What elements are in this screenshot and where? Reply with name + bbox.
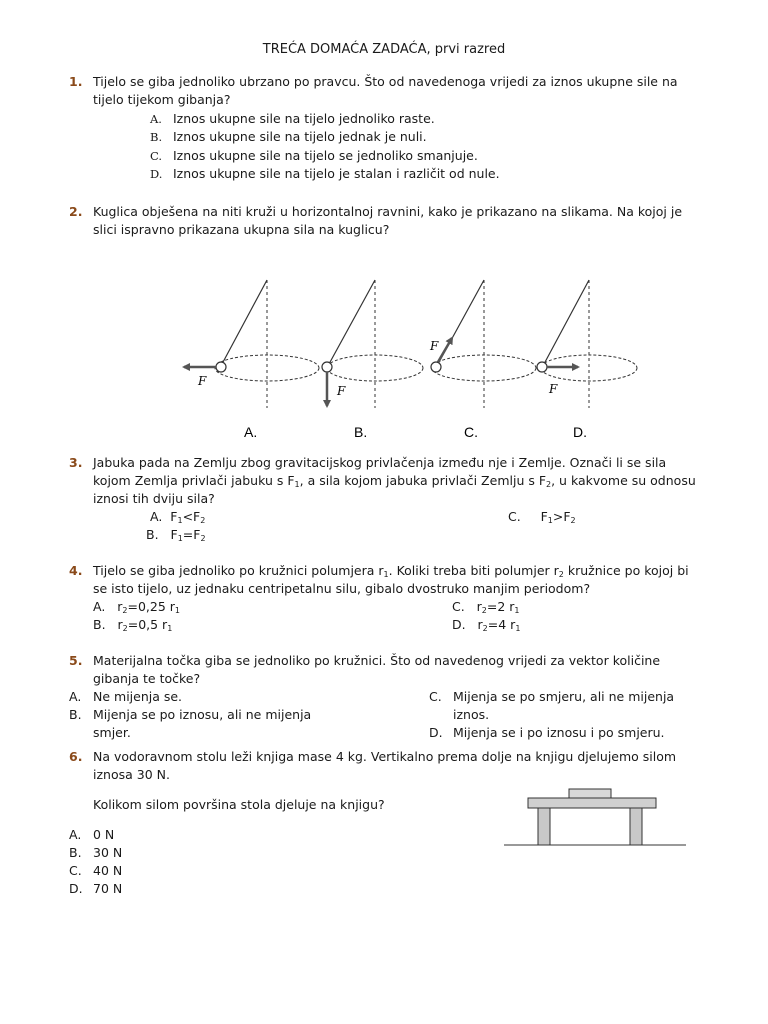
option-letter: A.	[69, 689, 82, 704]
option-b: B. $r_2=0,5$ $r_1$	[93, 617, 173, 633]
force-label: F	[549, 382, 558, 396]
question-text-line: iznosi tih dviju sila?	[93, 491, 215, 506]
option-a: A. $r_2=0,25$ $r_1$	[93, 599, 180, 615]
option-letter: A.	[150, 112, 162, 126]
figure-c	[429, 280, 536, 440]
table-leg	[538, 808, 550, 845]
option-letter: B.	[69, 707, 82, 722]
option-text: 0 N	[93, 827, 115, 842]
question-text-line: Jabuka pada na Zemlju zbog gravitacijskog privlačenja između nje i Zemlje. Označi li se sila	[93, 455, 667, 470]
option-text: 30 N	[93, 845, 123, 860]
question-text-line: Kolikom silom površina stola djeluje na knjigu?	[93, 797, 385, 812]
option-letter: C.	[150, 149, 163, 163]
question-text-line: tijelo tijekom gibanja?	[93, 92, 231, 107]
option-text: iznos.	[453, 707, 490, 722]
string-line	[329, 280, 375, 364]
figure-label: D.	[573, 424, 587, 440]
option-d: D. $r_2=4$ $r_1$	[452, 617, 521, 633]
question-number: 1.	[69, 74, 83, 89]
option-text: 70 N	[93, 881, 123, 896]
option-text: Ne mijenja se.	[93, 689, 183, 704]
option-letter: C.	[69, 863, 82, 878]
question-text-line: slici ispravno prikazana ukupna sila na kuglicu?	[93, 222, 390, 237]
figure-label: B.	[354, 424, 368, 440]
question-number: 5.	[69, 653, 83, 668]
figure-label: C.	[464, 424, 478, 440]
option-letter: A.	[69, 827, 82, 842]
option-c: C. $F_1>F_2$	[508, 509, 576, 525]
question-number: 4.	[69, 563, 83, 578]
option-text: smjer.	[93, 725, 131, 740]
option-b: B. $F_1=F_2$	[146, 527, 206, 543]
question-number: 6.	[69, 749, 83, 764]
option-text: Mijenja se i po iznosu i po smjeru.	[453, 725, 665, 740]
question-text-line: iznosa 30 N.	[93, 767, 170, 782]
question-text-line: gibanja te točke?	[93, 671, 201, 686]
question-text-line: kojom Zemlja privlači jabuku s $F_1$, a sila kojom jabuka privlači Zemlju s $F_2$, u kakvome su odnosu	[93, 473, 696, 489]
force-label: F	[337, 384, 346, 398]
page-title: TREĆA DOMAĆA ZADAĆA, prvi razred	[262, 42, 506, 57]
option-letter: B.	[69, 845, 82, 860]
figure-b	[322, 280, 423, 440]
figure-a	[184, 280, 319, 440]
option-letter: D.	[429, 725, 443, 740]
question-number: 2.	[69, 204, 83, 219]
option-text: Iznos ukupne sile na tijelo jednak je nuli.	[173, 129, 427, 144]
question-text-line: Na vodoravnom stolu leži knjiga mase 4 kg. Vertikalno prema dolje na knjigu djelujemo silom	[93, 749, 677, 764]
force-label: F	[430, 339, 439, 353]
option-text: Iznos ukupne sile na tijelo je stalan i različit od nule.	[173, 166, 500, 181]
option-text: 40 N	[93, 863, 123, 878]
pendulum-figures	[170, 270, 650, 450]
option-letter: D.	[150, 167, 163, 181]
string-line	[222, 280, 267, 364]
figure-d	[537, 280, 637, 440]
option-text: Mijenja se po smjeru, ali ne mijenja	[453, 689, 675, 704]
option-letter: C.	[429, 689, 442, 704]
question-text-line: se isto tijelo, uz jednaku centripetalnu silu, gibalo dvostruko manjim periodom?	[93, 581, 591, 596]
book	[569, 789, 611, 798]
option-letter: B.	[150, 130, 163, 144]
question-number: 3.	[69, 455, 83, 470]
ball	[431, 362, 441, 372]
figure-label: A.	[244, 424, 258, 440]
option-letter: D.	[69, 881, 83, 896]
question-text-line: Kuglica obješena na niti kruži u horizontalnoj ravnini, kako je prikazano na slikama. Na kojoj je	[93, 204, 683, 219]
force-label: F	[198, 374, 207, 388]
option-text: Iznos ukupne sile na tijelo se jednoliko smanjuje.	[173, 148, 478, 163]
string-line	[544, 280, 589, 364]
option-c: C. $r_2=2$ $r_1$	[452, 599, 520, 615]
option-a: A. $F_1<F_2$	[150, 509, 206, 525]
ball	[216, 362, 226, 372]
question-text-line: Tijelo se giba jednoliko po kružnici polumjera $r_1$. Koliki treba biti polumjer $r_2$ kružnice po kojoj bi	[93, 563, 689, 579]
table-leg	[630, 808, 642, 845]
ball	[537, 362, 547, 372]
table-top	[528, 798, 656, 808]
question-text-line: Materijalna točka giba se jednoliko po kružnici. Što od navedenog vrijedi za vektor količine	[93, 653, 661, 668]
question-text-line: Tijelo se giba jednoliko ubrzano po pravcu. Što od navedenoga vrijedi za iznos ukupne sile na	[93, 74, 678, 89]
table-figure	[500, 785, 690, 850]
option-text: Iznos ukupne sile na tijelo jednoliko raste.	[173, 111, 435, 126]
option-text: Mijenja se po iznosu, ali ne mijenja	[93, 707, 312, 722]
ball	[322, 362, 332, 372]
